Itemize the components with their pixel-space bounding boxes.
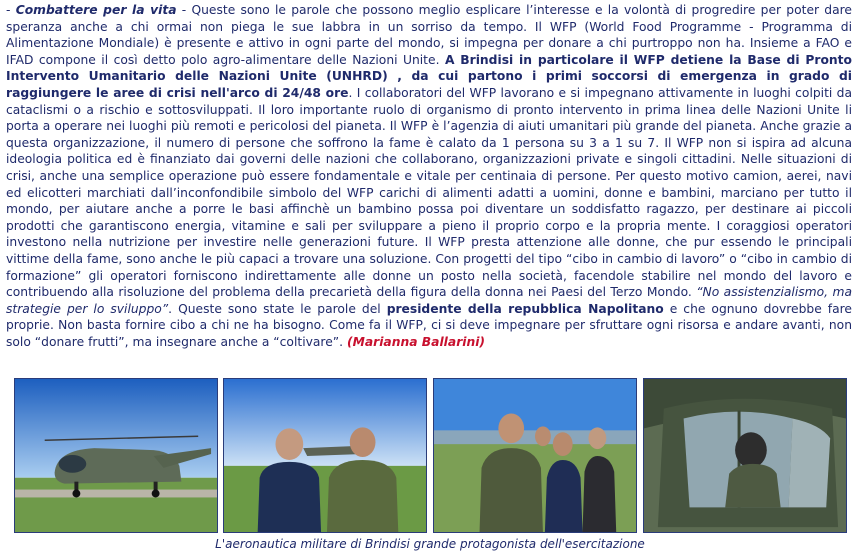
photo-officials-outdoor[interactable] xyxy=(223,378,427,533)
article-emphasis: A Brindisi in particolare il WFP detiene la Base di Pronto Intervento Umanitario delle Nazioni Unite (UNHRD) , da cui partono i primi soccorsi di emergenza in grado di raggiungere le aree di crisi nell'arco di 24/48 ore xyxy=(6,52,852,100)
photo-helicopter-cockpit[interactable] xyxy=(643,378,847,533)
article-text xyxy=(6,2,852,350)
article-text-run: - Queste sono le parole che possono meglio esplicare l’interesse e la volontà di progredire per poter dare speranza anche a chi ormai non piega le sue labbra in un sorriso da tempo. Il WFP (World Food Programme - Programma di Alimentazione Mondiale) è presente e attivo in ogni parte del mondo, si impegna per donare a chi purtroppo non ha. Insieme a FAO e IFAD compone il così detto polo agro-alimentare delle Nazioni Unite. xyxy=(6,3,852,67)
article-emphasis: presidente della repubblica Napolitano xyxy=(386,301,664,316)
article-text-run: . Queste sono state le parole del xyxy=(168,301,387,316)
article-emphasis: “No assistenzialismo, ma strategie per lo sviluppo” xyxy=(6,285,852,316)
photo-helicopter-on-airfield[interactable] xyxy=(14,378,218,533)
photo-caption: L'aeronautica militare di Brindisi grande protagonista dell'esercitazione xyxy=(215,537,645,551)
article-text-run: e che ognuno dovrebbe fare proprie. Non basta fornire cibo a chi ne ha bisogno. Come fa il WFP, ci si deve impegnare per sfruttare ogni risorsa e andare avanti, non solo “donare frutti”, ma insegnare anche a “coltivare”. xyxy=(6,301,852,349)
article-text-run: - xyxy=(6,3,16,17)
article-text-run: . I collaboratori del WFP lavorano e si impegnano attivamente in luoghi colpiti da cataclismi o a rischio e sottosviluppati. Il loro importante ruolo di organismo di pronto intervento in prima linea delle Nazioni Unite li porta a operare nei luoghi più remoti e pericolosi del pianeta. Il WFP è l’agenzia di aiuti umanitari più grande del pianeta. Anche grazie a questa organizzazione, il numero di persone che soffrono la fame è calato da 1 persona su 3 a 1 su 7. Il WFP non si ispira ad alcuna ideologia politica ed è finanziato dai governi delle nazioni che collaborano, organizzazioni private e singoli cittadini. Nelle situazioni di crisi, anche una semplice operazione può essere fondamentale e vitale per centinaia di persone. Per questo motivo camion, aerei, navi ed elicotteri marchiati dall’inconfondibile simbolo del WFP carichi di alimenti adatti a uomini, donne e bambini, marciano per tutto il mondo, per aiutare anche a porre le basi affinchè un bambino possa poi diventare un soddisfatto ragazzo, per destinare ai piccoli prodotti che garantiscono energia, vitamine e sali per sviluppare a pieno il proprio corpo e la propria mente. I coraggiosi operatori investono nella nutrizione per investire nelle generazioni future. Il WFP presta attenzione alle donne, che pur essendo le principali vittime della fame, sono anche le più capaci a trovare una soluzione. Con progetti del tipo “cibo in cambio di lavoro” o “cibo in cambio di formazione” gli operatori forniscono indirettamente alle donne un posto nella società, facendole stabilire nel mondo del lavoro e contribuendo alla risoluzione del problema della precarietà della figura della donna nei Paesi del Terzo Mondo. xyxy=(6,85,852,300)
photo-group-with-officer[interactable] xyxy=(433,378,637,533)
article-emphasis: Combattere per la vita xyxy=(15,3,177,17)
article-author: (Marianna Ballarini) xyxy=(346,334,486,349)
